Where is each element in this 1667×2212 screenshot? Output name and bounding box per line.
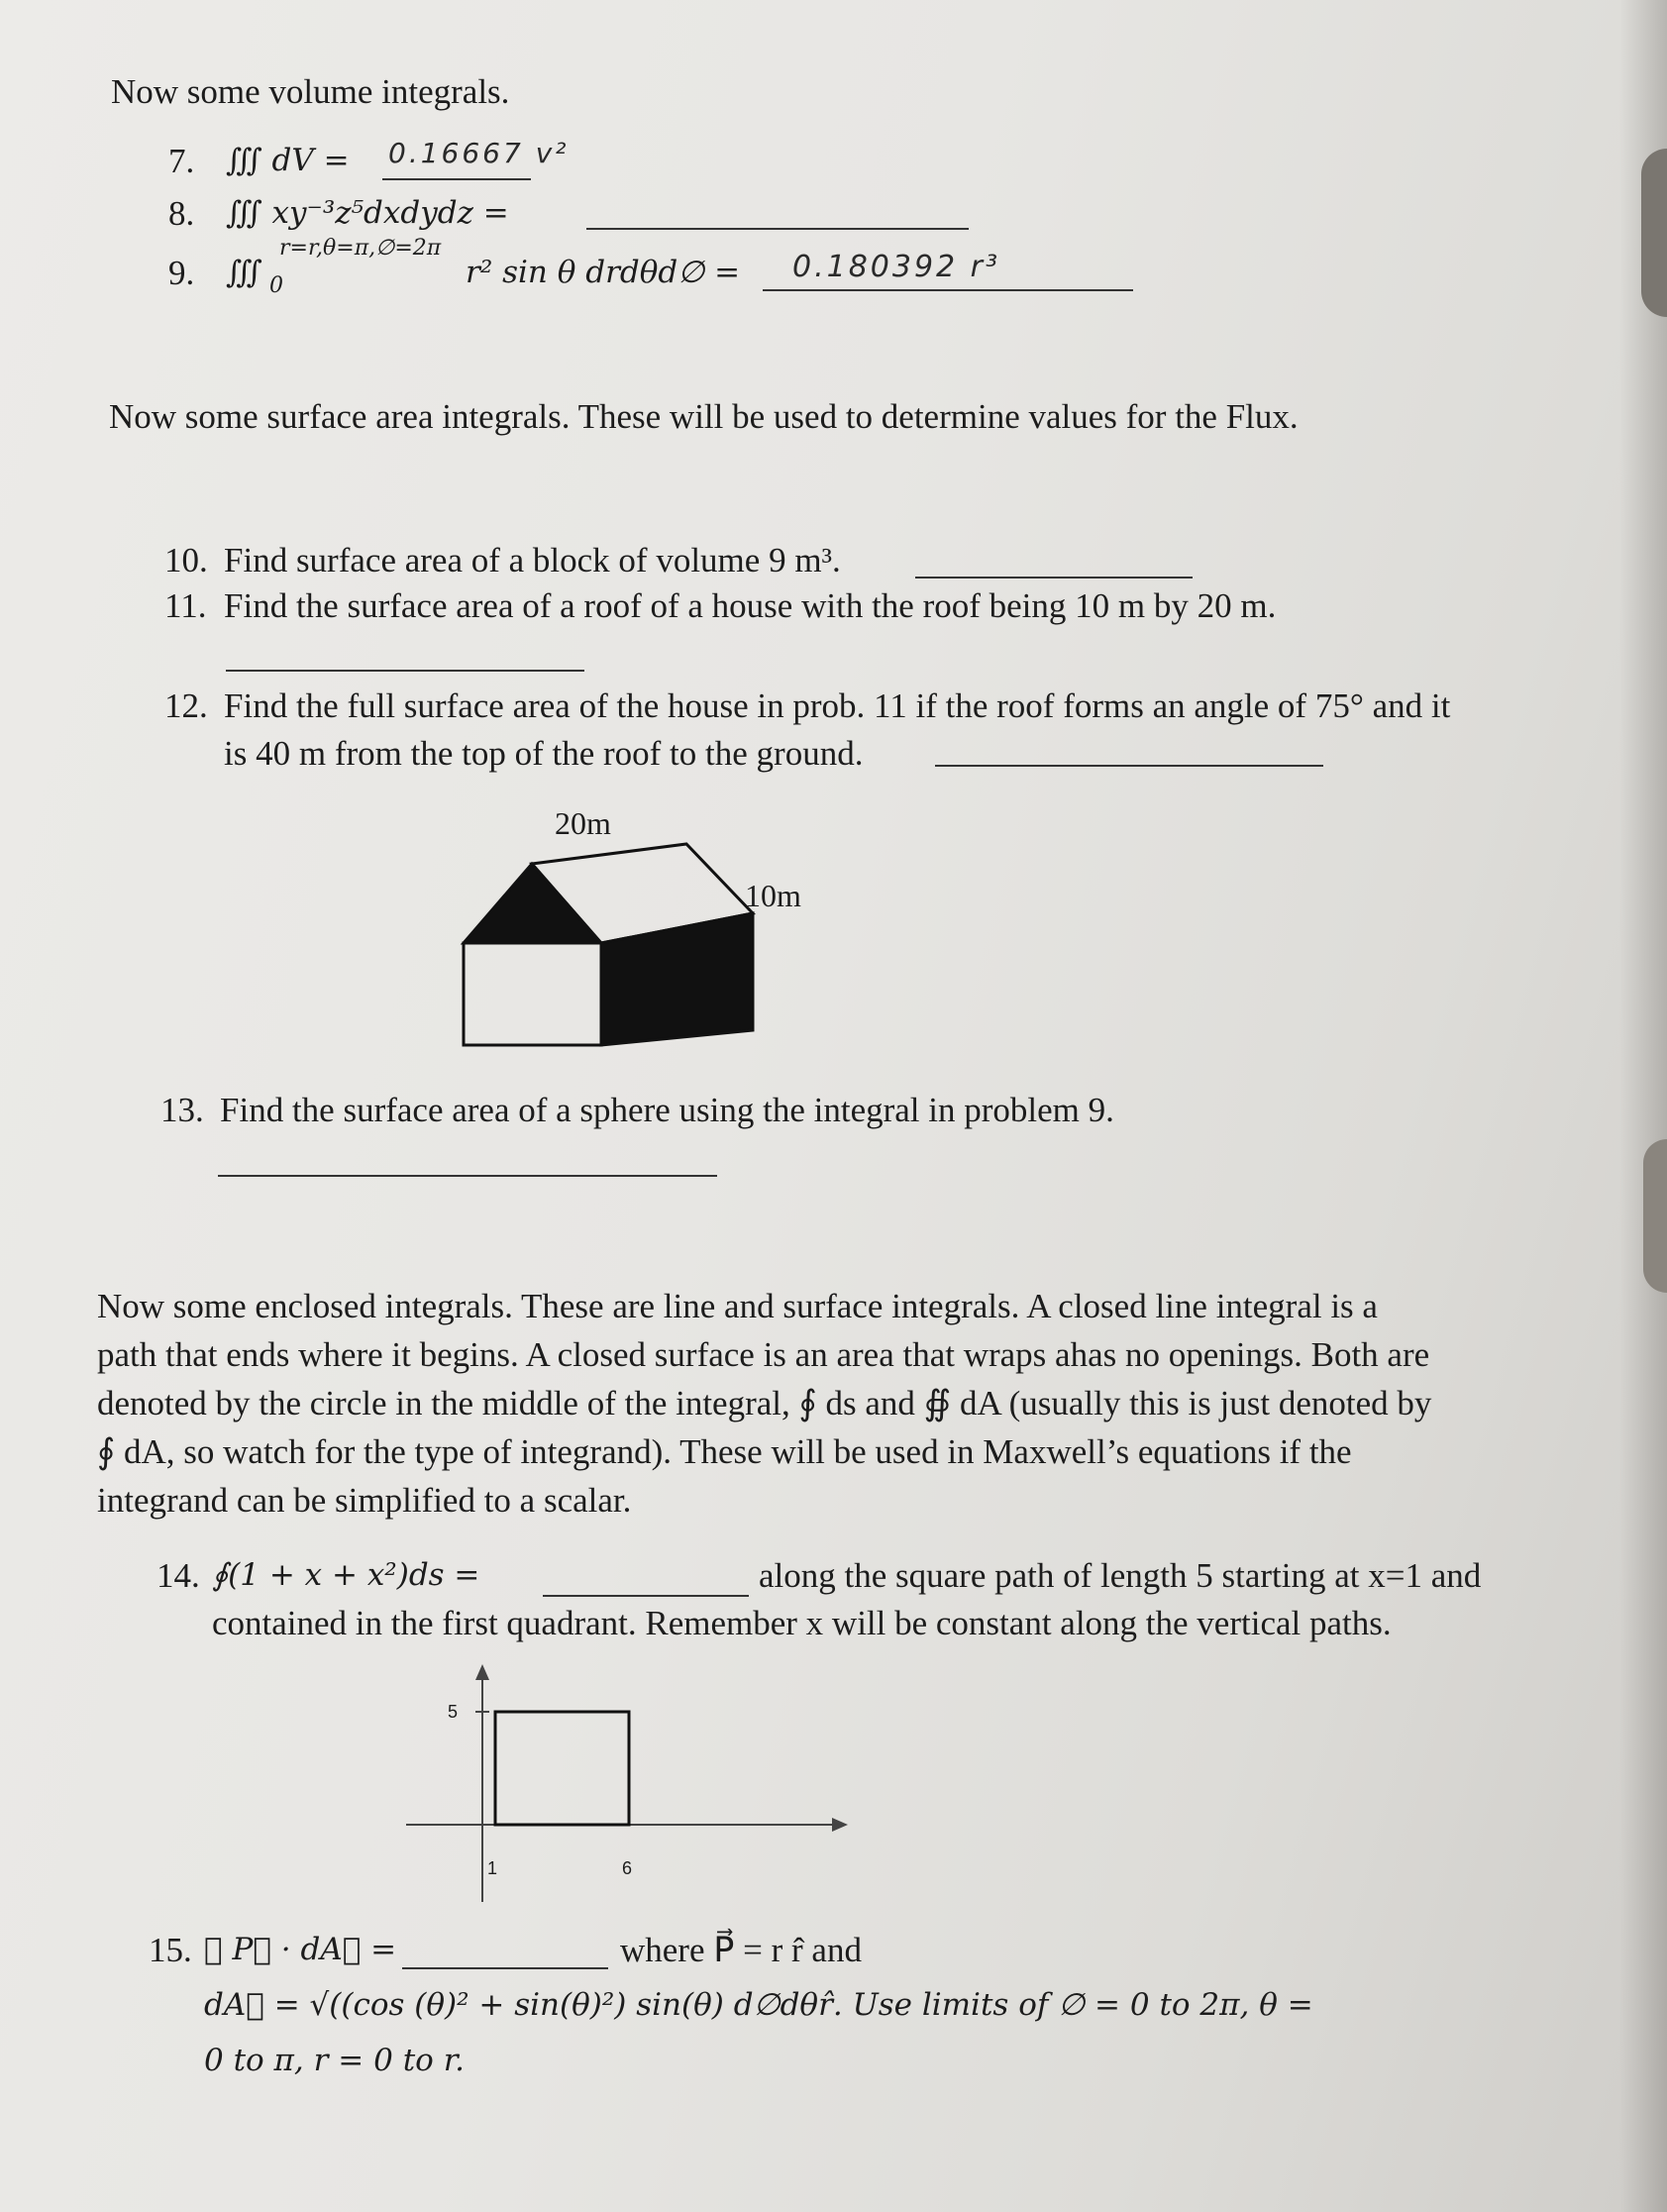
problem-7-expression: ∭ dV = — [226, 143, 350, 178]
problem-11-number: 11. — [164, 586, 207, 625]
problem-9-expression: r² sin θ drdθd∅ = — [466, 255, 741, 290]
problem-14-line2: contained in the first quadrant. Remember x will be constant along the vertical paths. — [212, 1604, 1392, 1642]
problem-8-number: 8. — [168, 194, 195, 233]
problem-14-line1-rest: along the square path of length 5 starting at x=1 and — [759, 1556, 1482, 1595]
problem-8-expression: ∭ xy⁻³z⁵dxdydz = — [226, 195, 509, 231]
problem-15-expression: ∯ P⃗ · dA⃗ = — [204, 1932, 397, 1967]
problem-12-line1: Find the full surface area of the house in prob. 11 if the roof forms an angle of 75° and it — [224, 686, 1451, 725]
square-path — [495, 1712, 629, 1825]
y-axis-arrow-icon — [475, 1664, 489, 1680]
problem-7-answer-line — [382, 178, 531, 180]
problem-13-answer-line — [218, 1175, 717, 1177]
problem-12-answer-line — [935, 765, 1323, 767]
problem-7-handwritten-answer: 0.16667 v² — [388, 137, 570, 169]
x-tick-1: 1 — [487, 1858, 498, 1878]
enclosed-paragraph-line-2: path that ends where it begins. A closed surface is an area that wraps ahas no openings. Both are — [97, 1335, 1430, 1374]
x-tick-6: 6 — [622, 1858, 633, 1878]
binder-clip-top — [1641, 149, 1667, 317]
problem-11-text: Find the surface area of a roof of a house with the roof being 10 m by 20 m. — [224, 586, 1277, 625]
heading-volume-integrals: Now some volume integrals. — [111, 72, 510, 111]
problem-9-integral-sign: ∭ — [226, 255, 262, 290]
binder-clip-bottom — [1643, 1139, 1667, 1293]
enclosed-paragraph-line-5: integrand can be simplified to a scalar. — [97, 1481, 632, 1520]
problem-15-answer-line — [402, 1967, 608, 1969]
enclosed-paragraph-line-1: Now some enclosed integrals. These are line and surface integrals. A closed line integral is a — [97, 1287, 1378, 1325]
problem-10-text: Find surface area of a block of volume 9 m³. — [224, 541, 841, 579]
enclosed-paragraph-line-4: ∮ dA, so watch for the type of integrand). These will be used in Maxwell’s equations if the — [97, 1432, 1352, 1471]
house-figure — [456, 792, 832, 1060]
problem-9-lower-limit: 0 — [269, 273, 283, 298]
problem-7-number: 7. — [168, 142, 195, 180]
y-tick-5: 5 — [448, 1702, 459, 1722]
house-label-10m: 10m — [745, 878, 801, 913]
problem-12-number: 12. — [164, 686, 208, 725]
problem-15-line3: 0 to π, r = 0 to r. — [204, 2043, 465, 2078]
problem-14-answer-line — [543, 1595, 749, 1597]
problem-10-number: 10. — [164, 541, 208, 579]
problem-10-answer-line — [915, 577, 1193, 579]
problem-14-expression: ∮(1 + x + x²)ds = — [212, 1557, 480, 1593]
problem-11-answer-line — [226, 670, 584, 672]
problem-9-handwritten-answer: 0.180392 r³ — [792, 250, 1001, 284]
enclosed-paragraph-line-3: denoted by the circle in the middle of the integral, ∮ ds and ∯ dA (usually this is just denoted by — [97, 1384, 1432, 1422]
problem-13-text: Find the surface area of a sphere using the integral in problem 9. — [220, 1091, 1114, 1129]
problem-9-upper-limit: r=r,θ=π,∅=2π — [279, 236, 442, 261]
problem-9-number: 9. — [168, 254, 195, 292]
problem-8-answer-line — [586, 228, 969, 230]
problem-15-line2: dA⃗ = √((cos (θ)² + sin(θ)²) sin(θ) d∅dθr̂. Use limits of ∅ = 0 to 2π, θ = — [204, 1987, 1313, 2023]
page-edge-shadow — [1619, 0, 1667, 2212]
house-label-20m: 20m — [555, 805, 611, 841]
problem-15-number: 15. — [149, 1931, 192, 1969]
x-axis-arrow-icon — [832, 1818, 848, 1832]
problem-15-where: where P⃗ = r r̂ and — [620, 1931, 862, 1969]
problem-12-line2: is 40 m from the top of the roof to the ground. — [224, 734, 864, 773]
problem-9-answer-line — [763, 289, 1133, 291]
problem-14-number: 14. — [156, 1556, 200, 1595]
heading-surface-area: Now some surface area integrals. These will be used to determine values for the Flux. — [109, 397, 1299, 436]
problem-13-number: 13. — [160, 1091, 204, 1129]
